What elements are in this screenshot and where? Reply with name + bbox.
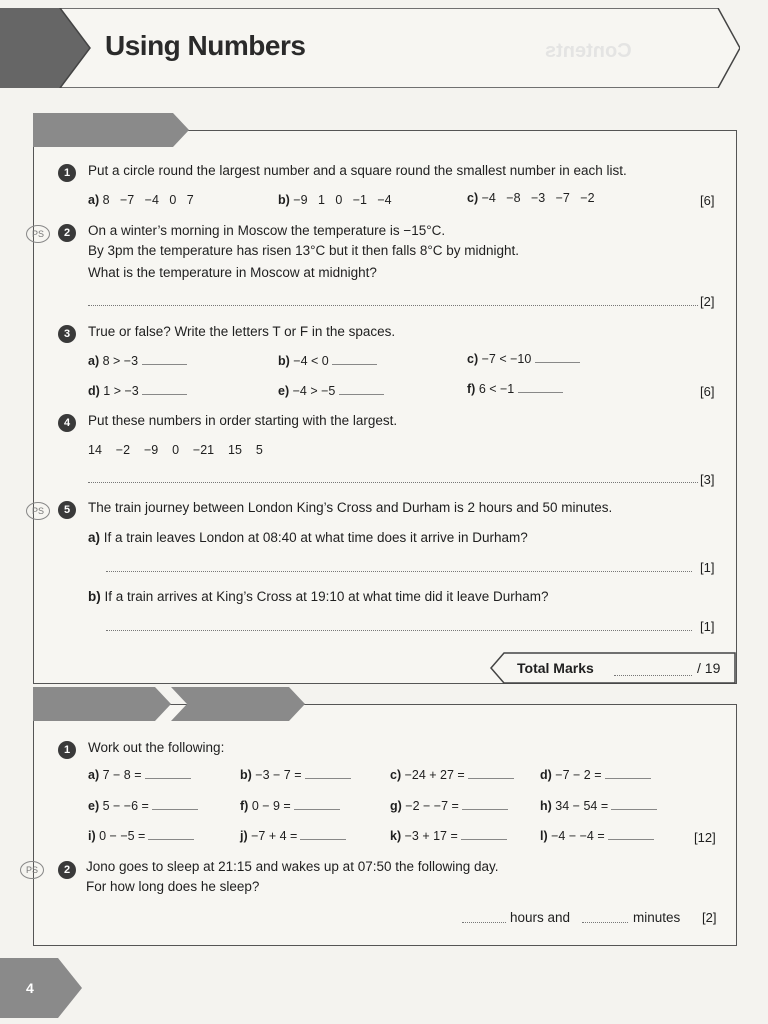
calc-answer-line[interactable] (300, 838, 346, 840)
q2-mark: [2] (700, 294, 715, 309)
q2-answer-line[interactable] (88, 305, 698, 306)
calc-item: h) 34 − 54 = (540, 799, 657, 813)
total-marks-label: Total Marks (517, 660, 594, 676)
q4-answer-line[interactable] (88, 482, 698, 483)
calc-item: b) −3 − 7 = (240, 768, 351, 782)
show-through-text: Contents (545, 40, 632, 62)
q3-text: True or false? Write the letters T or F in the spaces. (88, 324, 396, 339)
calc-answer-line[interactable] (608, 838, 654, 840)
minutes-label: minutes (633, 910, 681, 925)
calc-item: e) 5 − −6 = (88, 799, 198, 813)
q5-part-b: b) If a train arrives at King’s Cross at 19:10 at what time did it leave Durham? (88, 589, 549, 604)
calc-answer-line[interactable] (462, 808, 508, 810)
q3-part-b: b) −4 < 0 (278, 354, 377, 368)
question-number-badge: 1 (58, 741, 76, 759)
q1-mark: [6] (700, 193, 715, 208)
calc-answer-line[interactable] (152, 808, 198, 810)
calc-item: l) −4 − −4 = (540, 829, 654, 843)
question-number-badge: 2 (58, 224, 76, 242)
q3-part-e: e) −4 > −5 (278, 384, 384, 398)
s2-q1-text: Work out the following: (88, 740, 225, 755)
question-number-badge: 2 (58, 861, 76, 879)
q5-part-a: a) If a train leaves London at 08:40 at what time does it arrive in Durham? (88, 530, 528, 545)
panel-2-header-tab (33, 687, 308, 721)
q3-part-a: a) 8 > −3 (88, 354, 187, 368)
q2-line-2: By 3pm the temperature has risen 13°C but it then falls 8°C by midnight. (88, 243, 520, 258)
question-number-badge: 5 (58, 501, 76, 519)
s2-q2-mark: [2] (702, 910, 717, 925)
calc-item: c) −24 + 27 = (390, 768, 514, 782)
calc-answer-line[interactable] (605, 777, 651, 779)
calc-answer-line[interactable] (468, 777, 514, 779)
q5b-answer-line[interactable] (106, 630, 692, 631)
calc-answer-line[interactable] (145, 777, 191, 779)
q4-mark: [3] (700, 472, 715, 487)
s2-q1-mark: [12] (694, 830, 716, 845)
q5b-mark: [1] (700, 619, 715, 634)
panel-1-header-tab (33, 113, 193, 147)
q3-part-d: d) 1 > −3 (88, 384, 187, 398)
question-number-badge: 4 (58, 414, 76, 432)
s2-q2-line-1: Jono goes to sleep at 21:15 and wakes up at 07:50 the following day. (86, 859, 499, 874)
hours-label: hours and (510, 910, 571, 925)
s2-q2-line-2: For how long does he sleep? (86, 879, 260, 894)
hours-answer-line[interactable] (462, 922, 506, 923)
q3-part-f: f) 6 < −1 (467, 382, 563, 396)
q4-numbers: 14 −2 −9 0 −21 15 5 (88, 443, 263, 457)
problem-solving-badge: PS (26, 225, 50, 243)
q4-text: Put these numbers in order starting with the largest. (88, 413, 398, 428)
calc-item: a) 7 − 8 = (88, 768, 191, 782)
q2-line-3: What is the temperature in Moscow at midnight? (88, 265, 377, 280)
question-number-badge: 1 (58, 164, 76, 182)
calc-answer-line[interactable] (611, 808, 657, 810)
problem-solving-badge: PS (26, 502, 50, 520)
calc-item: g) −2 − −7 = (390, 799, 508, 813)
question-number-badge: 3 (58, 325, 76, 343)
page-number-tab (0, 958, 84, 1018)
q3-part-c: c) −7 < −10 (467, 352, 580, 366)
q1-part-c: c) −4 −8 −3 −7 −2 (467, 191, 595, 205)
calc-item: f) 0 − 9 = (240, 799, 340, 813)
q2-line-1: On a winter’s morning in Moscow the temperature is −15°C. (88, 223, 446, 238)
calc-answer-line[interactable] (461, 838, 507, 840)
problem-solving-badge: PS (20, 861, 44, 879)
calc-item: j) −7 + 4 = (240, 829, 346, 843)
calc-answer-line[interactable] (148, 838, 194, 840)
total-marks-value: / 19 (697, 660, 721, 676)
page-number: 4 (26, 980, 34, 996)
minutes-answer-line[interactable] (582, 922, 628, 923)
question-1-text: Put a circle round the largest number and a square round the smallest number in each list. (88, 163, 627, 178)
page-title: Using Numbers (105, 30, 306, 61)
calc-item: i) 0 − −5 = (88, 829, 194, 843)
calc-answer-line[interactable] (305, 777, 351, 779)
q5a-answer-line[interactable] (106, 571, 692, 572)
q1-part-a: a) 8 −7 −4 0 7 (88, 193, 194, 207)
calc-answer-line[interactable] (294, 808, 340, 810)
q5a-mark: [1] (700, 560, 715, 575)
q1-part-b: b) −9 1 0 −1 −4 (278, 193, 392, 207)
q5-text: The train journey between London King’s Cross and Durham is 2 hours and 50 minutes. (88, 500, 613, 515)
total-marks-answer-line[interactable] (614, 675, 692, 676)
calc-item: k) −3 + 17 = (390, 829, 507, 843)
calc-item: d) −7 − 2 = (540, 768, 651, 782)
q3-mark: [6] (700, 384, 715, 399)
